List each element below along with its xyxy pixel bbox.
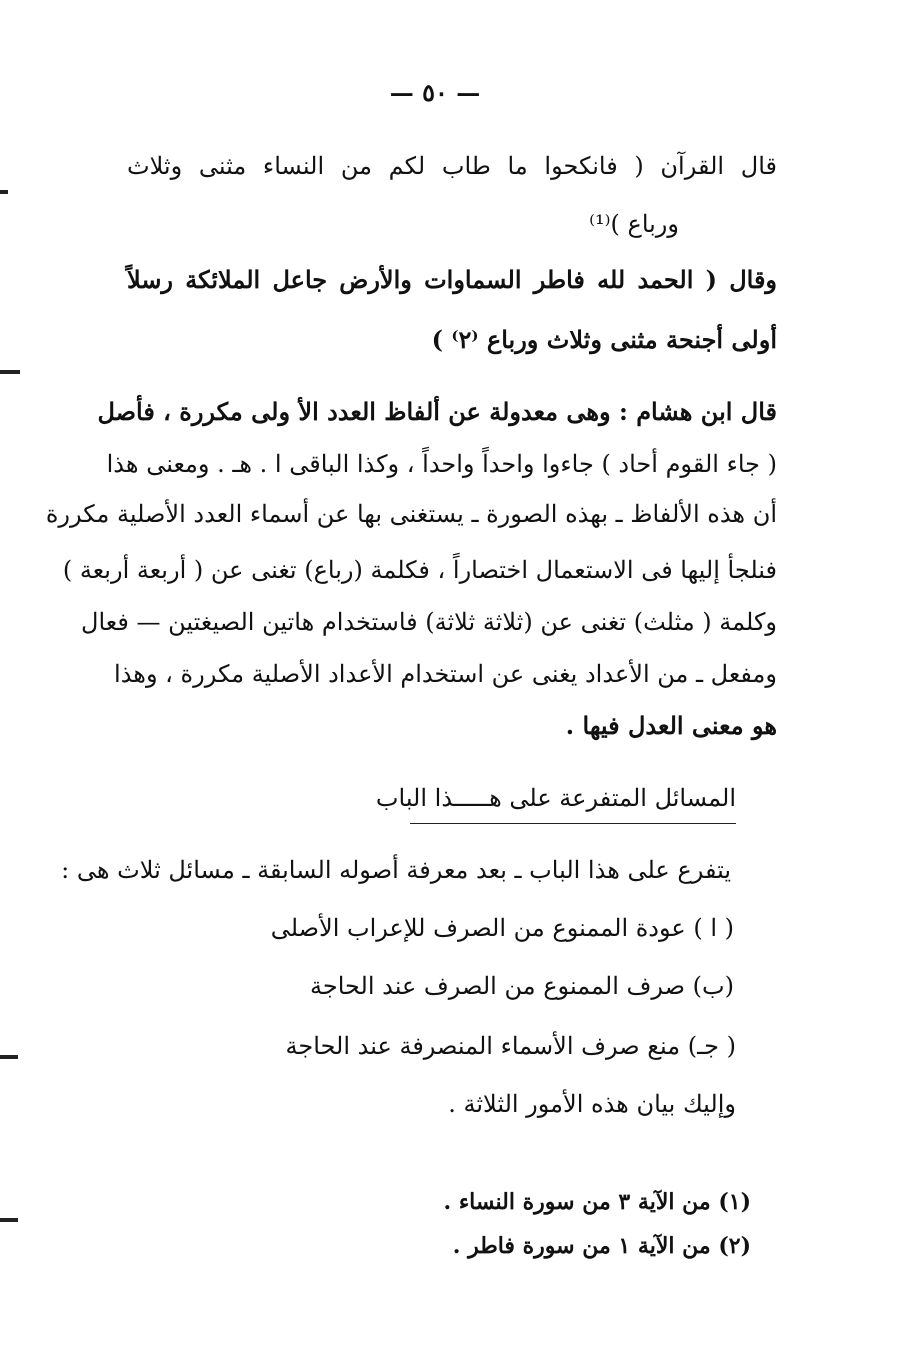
body-line-6: ومفعل ـ من الأعداد يغنى عن استخدام الأعداد الأصلية مكررة ، وهذا: [114, 660, 777, 688]
body-line-5: وكلمة ( مثلث) تغنى عن (ثلاثة ثلاثة) فاستخدام هاتين الصيغتين — فعال: [81, 608, 777, 636]
scan-edge-mark: [0, 190, 8, 194]
closing-line: وإليك بيان هذه الأمور الثلاثة .: [448, 1090, 736, 1118]
scan-edge-mark: [0, 1218, 18, 1222]
scan-edge-mark: [0, 370, 20, 374]
section-subheading: المسائل المتفرعة على هـــــذا الباب: [375, 784, 736, 812]
footnote-1: (١) من الآية ٣ من سورة النساء .: [443, 1189, 751, 1215]
quote1-line2: ورباع )⁽¹⁾: [589, 210, 679, 238]
body-line-7: هو معنى العدل فيها .: [565, 711, 777, 740]
body-line-3: أن هذه الألفاظ ـ بهذه الصورة ـ يستغنى بها عن أسماء العدد الأصلية مكررة: [45, 500, 777, 528]
list-item-c: ( جـ) منع صرف الأسماء المنصرفة عند الحاجة: [285, 1032, 736, 1060]
page-number: — ٥٠ —: [389, 78, 481, 107]
quote1-line1: قال القرآن ( فانكحوا ما طاب لكم من النساء مثنى وثلاث: [127, 152, 778, 180]
scan-edge-mark: [0, 1055, 18, 1059]
body-line-1: قال ابن هشام : وهى معدولة عن ألفاظ العدد الأ ولى مكررة ، فأصل: [97, 397, 777, 426]
quote2-line1: وقال ( الحمد لله فاطر السماوات والأرض جاعل الملائكة رسلاً: [127, 265, 777, 294]
footnote-2: (٢) من الآية ١ من سورة فاطر .: [452, 1233, 751, 1259]
list-item-b: (ب) صرف الممنوع من الصرف عند الحاجة: [310, 972, 734, 1000]
intro-line: يتفرع على هذا الباب ـ بعد معرفة أصوله السابقة ـ مسائل ثلاث هى :: [61, 856, 731, 884]
list-item-a: ( ا ) عودة الممنوع من الصرف للإعراب الأصلى: [270, 914, 734, 942]
quote2-line2: أولى أجنحة مثنى وثلاث ورباع ⁽٢⁾ ): [431, 325, 777, 354]
body-line-4: فنلجأ إليها فى الاستعمال اختصاراً ، فكلمة (رباع) تغنى عن ( أربعة أربعة ): [62, 556, 777, 584]
body-line-2: ( جاء القوم أحاد ) جاءوا واحداً واحداً ، وكذا الباقى ا . هـ . ومعنى هذا: [106, 450, 777, 478]
subheading-underline: [410, 823, 736, 824]
